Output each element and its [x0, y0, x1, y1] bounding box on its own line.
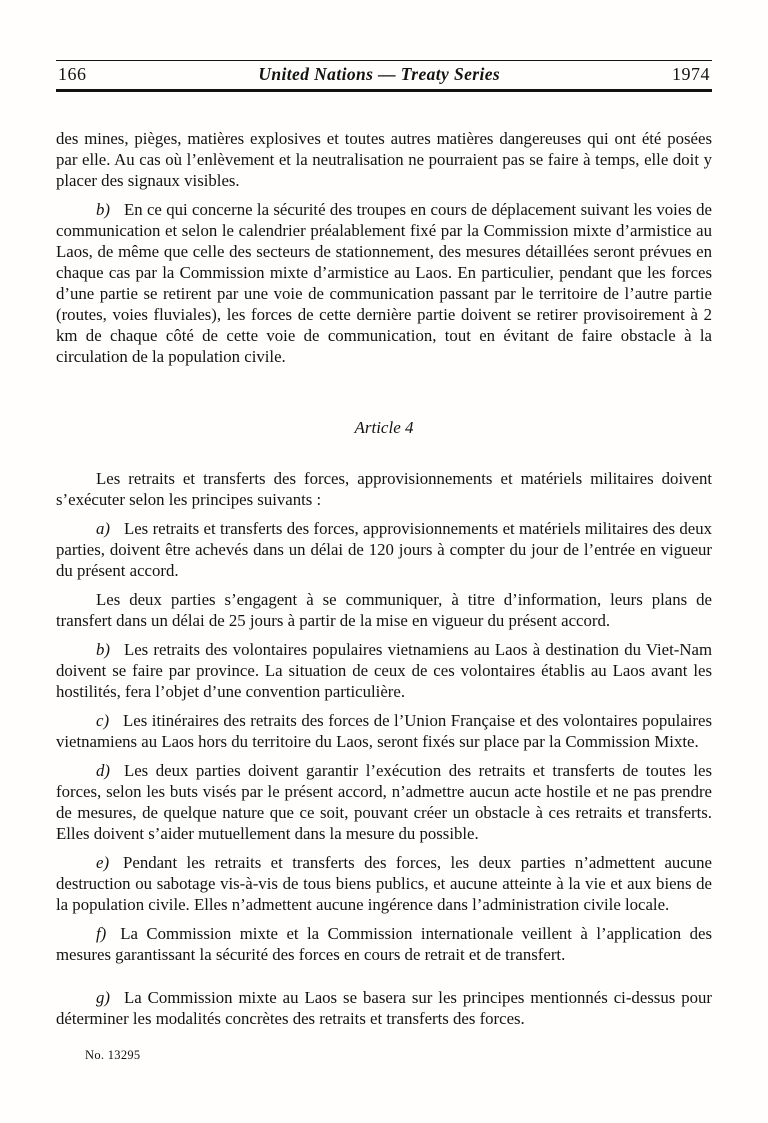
paragraph-text: La Commission mixte au Laos se basera sur les principes mentionnés ci-dessus pour déterminer les modalités concrètes des retraits et transferts des forces. — [56, 988, 712, 1028]
page-number: 166 — [58, 64, 87, 84]
document-body — [56, 128, 712, 1029]
paragraph-text: Les itinéraires des retraits des forces de l’Union Française et des volontaires populaires vietnamiens au Laos hors du territoire du Laos, seront fixés sur place par la Commission Mixte. — [56, 711, 712, 751]
paragraph-b2 — [56, 639, 712, 702]
paragraph-text: En ce qui concerne la sécurité des troupes en cours de déplacement suivant les voies de communication et selon le calendrier préalablement fixé par la Commission mixte d’armistice au Laos, de même que celle des secteurs de stationnement, des mesures détaillées seront prévues en chaque cas par la Commission mixte d’armistice au Laos. En particulier, pendant que les forces d’une partie se retirent par une voie de communication passant par le territoire de l’autre partie (routes, voies fluviales), les forces de cette dernière partie doivent se retirer provisoirement à 2 km de chaque côté de cette voie de communication, tout en évitant de faire obstacle à la circulation de la population civile. — [56, 200, 712, 366]
paragraph-text: Les retraits des volontaires populaires vietnamiens au Laos à destination du Viet-Nam doivent se faire par province. La situation de ceux de ces volontaires établis au Laos avant les hostilités, fera l’objet d’une convention particulière. — [56, 640, 712, 701]
paragraph-text: Les deux parties doivent garantir l’exécution des retraits et transferts de toutes les forces, selon les buts visés par le présent accord, n’admettre aucun acte hostile et ne pas prendre de mesures, de quelque nature que ce soit, pouvant créer un obstacle à ces retraits et transferts. Elles doivent s’aider mutuellement dans la mesure du possible. — [56, 761, 712, 843]
series-title: United Nations — Treaty Series — [258, 64, 501, 84]
volume-year: 1974 — [671, 64, 710, 84]
paragraph-label: a) — [96, 519, 110, 538]
paragraph-b1 — [56, 199, 712, 367]
page-sheet — [56, 0, 712, 1029]
paragraph-label: e) — [96, 853, 110, 872]
paragraph-continuation — [56, 128, 712, 191]
treaty-number: No. 13295 — [85, 1048, 141, 1062]
paragraph-text: Les deux parties s’engagent à se communiquer, à titre d’information, leurs plans de transfert dans un délai de 25 jours à partir de la mise en vigueur du présent accord. — [56, 590, 712, 630]
paragraph-g — [56, 987, 712, 1029]
paragraph-label: f) — [96, 924, 107, 943]
paragraph-label: b) — [96, 640, 110, 659]
paragraph-f — [56, 923, 712, 965]
article-heading: Article 4 — [354, 418, 414, 437]
paragraph-label: b) — [96, 200, 110, 219]
running-head — [56, 60, 712, 92]
paragraph-label: d) — [96, 761, 110, 780]
paragraph-c — [56, 710, 712, 752]
paragraph-label: g) — [96, 988, 110, 1007]
paragraph-label: c) — [96, 711, 110, 730]
paragraph-text: Les retraits et transferts des forces, approvisionnements et matériels militaires des deux parties, doivent être achevés dans un délai de 120 jours à compter du jour de l’entrée en vigueur du présent accord. — [56, 519, 712, 580]
paragraph-plans — [56, 589, 712, 631]
paragraph-text: Pendant les retraits et transferts des forces, les deux parties n’admettent aucune destruction ou sabotage vis-à-vis de tous biens publics, et aucune atteinte à la vie et aux biens de la population civile. Elles n’admettent aucune ingérence dans l’administration civile locale. — [56, 853, 712, 914]
paragraph-text: Les retraits et transferts des forces, approvisionnements et matériels militaires doivent s’exécuter selon les principes suivants : — [56, 469, 712, 509]
paragraph-intro — [56, 468, 712, 510]
paragraph-text: La Commission mixte et la Commission internationale veillent à l’application des mesures garantissant la sécurité des forces en cours de retrait et de transfert. — [56, 924, 712, 964]
paragraph-d — [56, 760, 712, 844]
paragraph-e — [56, 852, 712, 915]
paragraph-text: des mines, pièges, matières explosives et toutes autres matières dangereuses qui ont été posées par elle. Au cas où l’enlèvement et la neutralisation ne pourraient pas se faire à temps, elle doit y placer des signaux visibles. — [56, 129, 712, 190]
paragraph-a — [56, 518, 712, 581]
